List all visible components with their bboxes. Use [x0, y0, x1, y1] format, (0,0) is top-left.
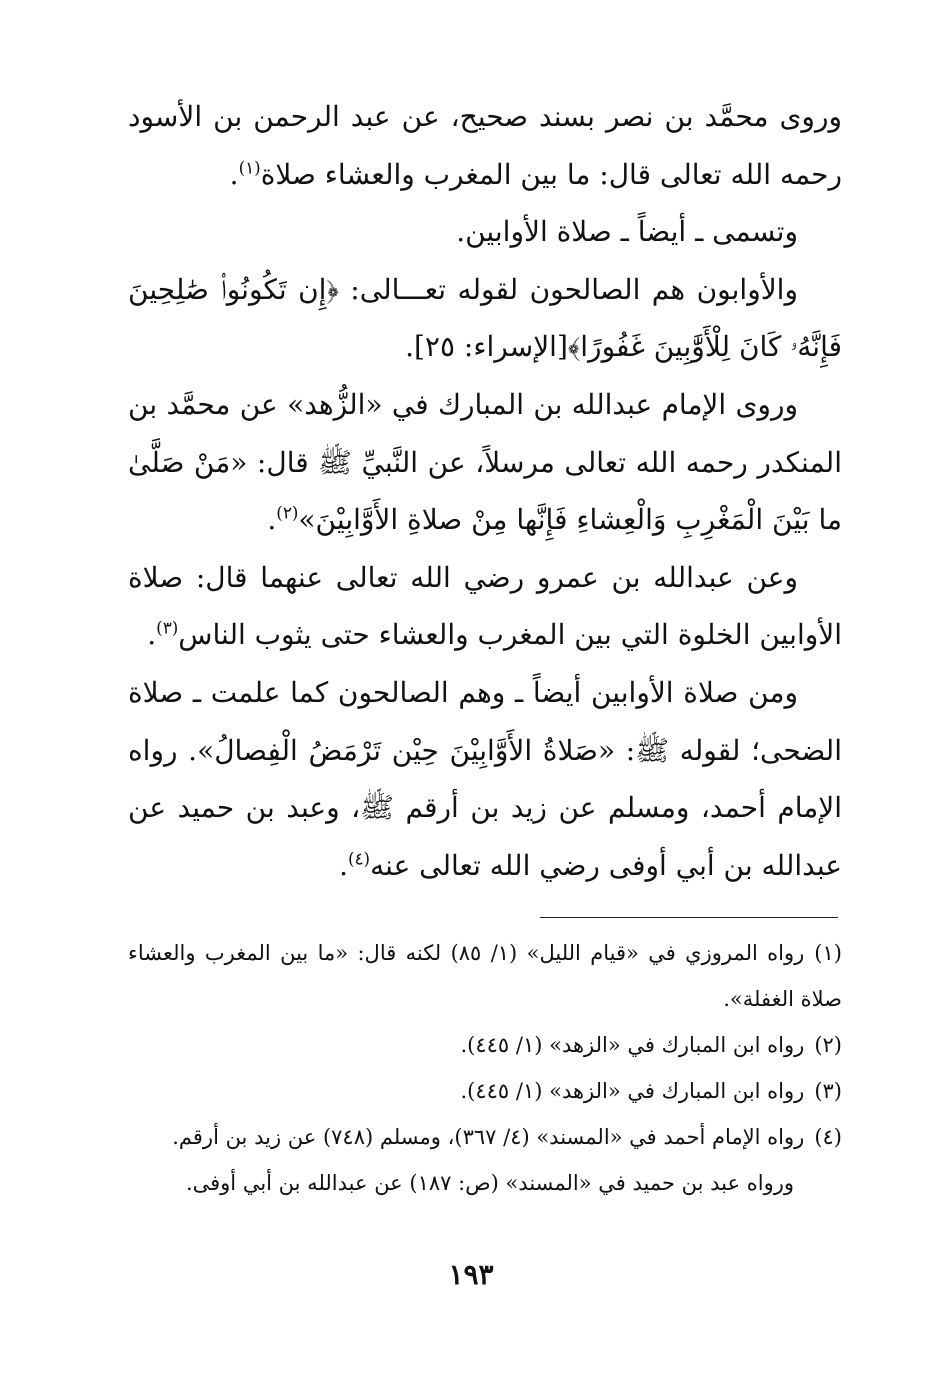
footnote-ref-3[interactable]: (٣) — [156, 618, 179, 639]
footnote-number: (١) — [814, 941, 842, 965]
page-number: ١٩٣ — [448, 1258, 494, 1291]
paragraph-4-text: وروى الإمام عبدالله بن المبارك في «الزُّهد» عن محمَّد بن المنكدر رحمه الله تعالى مرسلاً، عن النَّبيِّ ﷺ قال: «مَنْ صَلَّىٰ ما بَيْنَ الْمَغْرِبِ وَالْعِشاءِ فَإِنَّها مِنْ صلاةِ الأَوَّابِيْنَ» — [128, 387, 842, 537]
paragraph-2 — [128, 203, 842, 261]
paragraph-5: وعن عبدالله بن عمرو رضي الله تعالى عنهما قال: صلاة الأوابين الخلوة التي بين المغرب والعشاء حتى يثوب الناس$^{(٣)}$. — [128, 560, 842, 652]
footnote-number: (٤) — [814, 1125, 842, 1149]
paragraph-3-text: والأوابون هم الصالحون لقوله تعـــالى: ﴿إِن تَكُونُوا۟ صَٰلِحِينَ فَإِنَّهُۥ كَانَ لِلْأَوَّٰبِينَ غَفُورًا﴾[الإسراء: ٢٥]. — [128, 272, 842, 364]
paragraph-5-text: وعن عبدالله بن عمرو رضي الله تعالى عنهما قال: صلاة الأوابين الخلوة التي بين المغرب والعشاء حتى يثوب الناس — [128, 560, 842, 652]
footnotes — [128, 930, 842, 1206]
footnote-number: (٢) — [814, 1033, 842, 1057]
footnote-ref-2[interactable]: (٢) — [276, 502, 299, 523]
paragraph-1: وروى محمَّد بن نصر بسند صحيح، عن عبد الرحمن بن الأسود رحمه الله تعالى قال: ما بين المغرب والعشاء صلاة$^{(١)}$. — [128, 100, 842, 191]
paragraph-3 — [128, 261, 842, 376]
footnote-text: رواه الإمام أحمد في «المسند» (٤/ ٣٦٧)، ومسلم (٧٤٨) عن زيد بن أرقم. — [172, 1125, 805, 1149]
footnote-ref-1[interactable]: (١) — [238, 157, 261, 178]
footnote-text: رواه ابن المبارك في «الزهد» (١/ ٤٤٥). — [460, 1079, 805, 1103]
footnote-text: رواه ابن المبارك في «الزهد» (١/ ٤٤٥). — [460, 1033, 805, 1057]
footnote-3 — [128, 1068, 842, 1114]
footnote-2 — [128, 1022, 842, 1068]
footnote-ref-4[interactable]: (٤) — [347, 848, 371, 869]
paragraph-1-text: وروى محمَّد بن نصر بسند صحيح، عن عبد الرحمن بن الأسود رحمه الله تعالى قال: ما بين المغرب والعشاء صلاة — [128, 100, 842, 191]
footnote-divider — [540, 917, 838, 918]
paragraph-4: وروى الإمام عبدالله بن المبارك في «الزُّهد» عن محمَّد بن المنكدر رحمه الله تعالى مرسلاً، عن النَّبيِّ ﷺ قال: «مَنْ صَلَّىٰ ما بَيْنَ الْمَغْرِبِ وَالْعِشاءِ فَإِنَّها مِنْ صلاةِ الأَوَّابِيْنَ»$^{(٢)}$. — [128, 387, 842, 537]
paragraph-6: ومن صلاة الأوابين أيضاً ـ وهم الصالحون كما علمت ـ صلاة الضحى؛ لقوله ﷺ: «صَلاةُ الأَوَّابِيْنَ حِيْن تَرْمَضُ الْفِصالُ». رواه الإمام أحمد، ومسلم عن زيد بن أرقم ﷺ، وعبد بن حميد عن عبدالله بن أبي أوفى رضي الله تعالى عنه$^{(٤)}$. — [128, 675, 842, 882]
footnote-number: (٣) — [814, 1079, 842, 1103]
paragraph-2-text: وتسمى ـ أيضاً ـ صلاة الأوابين. — [456, 215, 798, 249]
footnote-4 — [128, 1114, 842, 1206]
footnote-1 — [128, 930, 842, 1022]
main-text — [128, 88, 842, 894]
paragraph-6-text: ومن صلاة الأوابين أيضاً ـ وهم الصالحون كما علمت ـ صلاة الضحى؛ لقوله ﷺ: «صَلاةُ الأَوَّابِيْنَ حِيْن تَرْمَضُ الْفِصالُ». رواه الإمام أحمد، ومسلم عن زيد بن أرقم ﷺ، وعبد بن حميد عن عبدالله بن أبي أوفى رضي الله تعالى عنه — [128, 675, 842, 882]
footnote-text: رواه المروزي في «قيام الليل» (١/ ٨٥) لكنه قال: «ما بين المغرب والعشاء صلاة الغفلة». — [128, 941, 842, 1011]
footnote-continuation: ورواه عبد بن حميد في «المسند» (ص: ١٨٧) عن عبدالله بن أبي أوفى. — [185, 1171, 794, 1195]
